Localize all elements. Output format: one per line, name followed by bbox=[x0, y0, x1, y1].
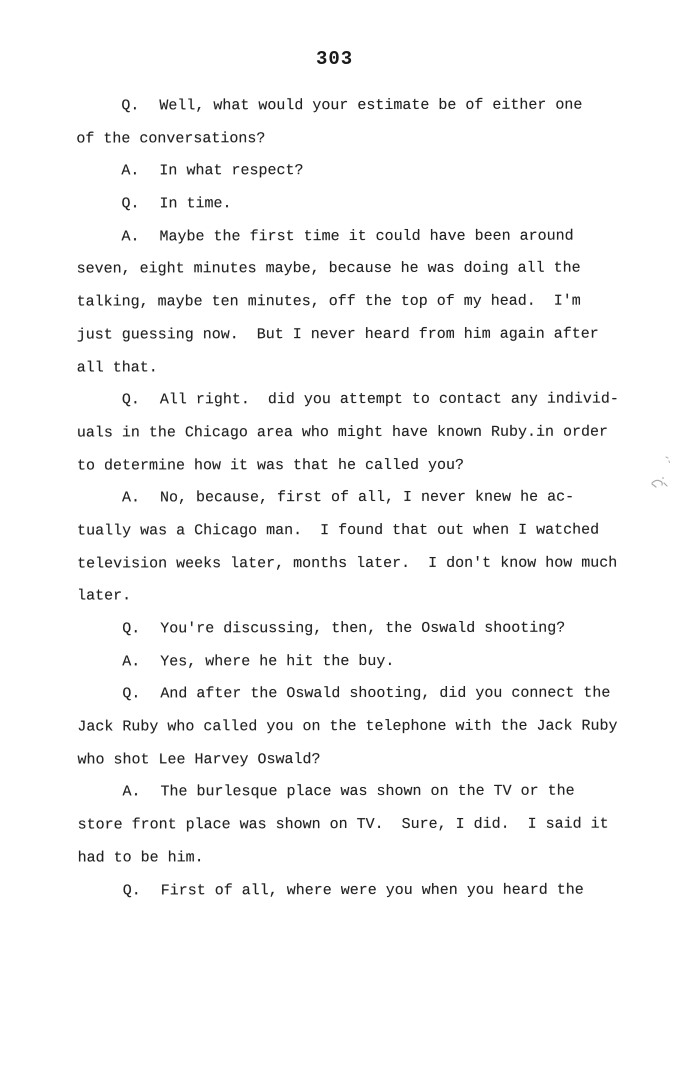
transcript-line bbox=[77, 580, 657, 614]
line-text: uals in the Chicago area who might have known Ruby.in order bbox=[76, 423, 608, 442]
line-text: In time. bbox=[159, 195, 232, 213]
line-text: You're discussing, then, the Oswald shooting? bbox=[160, 619, 566, 638]
line-text: just guessing now. But I never heard from him again after bbox=[76, 325, 599, 344]
speaker-label: Q. bbox=[121, 97, 140, 115]
transcript-line bbox=[77, 743, 657, 777]
pencil-mark-artifact bbox=[638, 445, 686, 505]
transcript-line bbox=[77, 416, 657, 450]
transcript-line bbox=[77, 449, 657, 483]
line-text: later. bbox=[77, 587, 132, 605]
transcript-line bbox=[77, 253, 657, 287]
transcript-line bbox=[77, 514, 657, 548]
transcript-body bbox=[76, 89, 657, 907]
line-text: Jack Ruby who called you on the telephone with the Jack Ruby bbox=[77, 717, 618, 736]
speaker-label: Q. bbox=[122, 620, 141, 638]
transcript-line bbox=[77, 220, 657, 254]
line-text: all that. bbox=[76, 358, 158, 377]
transcript-line bbox=[77, 776, 657, 810]
transcript-line bbox=[77, 351, 657, 385]
page-number: 303 bbox=[316, 48, 354, 70]
speaker-label: Q. bbox=[121, 391, 140, 409]
transcript-line bbox=[77, 711, 657, 745]
transcript-line bbox=[76, 188, 656, 222]
speaker-label: Q. bbox=[121, 195, 140, 213]
line-text: of the conversations? bbox=[76, 129, 266, 148]
line-text: had to be him. bbox=[77, 849, 204, 867]
line-text: And after the Oswald shooting, did you connect the bbox=[160, 684, 611, 703]
speaker-label: A. bbox=[122, 653, 141, 671]
transcript-line bbox=[78, 874, 658, 908]
speaker-label: A. bbox=[121, 228, 140, 246]
line-text: store front place was shown on TV. Sure, I did. I said it bbox=[77, 815, 609, 834]
speaker-label: Q. bbox=[122, 881, 141, 899]
speaker-label: Q. bbox=[122, 685, 141, 703]
transcript-line bbox=[77, 482, 657, 516]
line-text: In what respect? bbox=[159, 162, 304, 180]
line-text: First of all, where were you when you heard the bbox=[160, 881, 584, 899]
speaker-label: A. bbox=[121, 162, 140, 180]
line-text: No, because, first of all, I never knew he ac- bbox=[159, 488, 575, 507]
transcript-line bbox=[76, 89, 656, 123]
line-text: The burlesque place was shown on the TV or the bbox=[160, 783, 575, 801]
transcript-line bbox=[77, 645, 657, 679]
line-text: Well, what would your estimate be of either one bbox=[159, 96, 583, 115]
transcript-line bbox=[77, 612, 657, 646]
transcript-line bbox=[78, 841, 658, 875]
speaker-label: A. bbox=[121, 489, 141, 507]
transcript-line bbox=[76, 155, 656, 189]
line-text: television weeks later, months later. I don't know how much bbox=[77, 554, 618, 573]
line-text: All right. did you attempt to contact any individ- bbox=[159, 390, 619, 409]
transcript-line bbox=[76, 122, 656, 156]
transcript-line bbox=[77, 547, 657, 581]
line-text: Maybe the first time it could have been around bbox=[159, 227, 574, 246]
line-text: to determine how it was that he called you? bbox=[76, 456, 465, 475]
speaker-label: A. bbox=[122, 783, 141, 801]
line-text: who shot Lee Harvey Oswald? bbox=[77, 750, 321, 769]
transcript-line bbox=[77, 384, 657, 418]
line-text: talking, maybe ten minutes, off the top of my head. I'm bbox=[76, 292, 581, 311]
line-text: tually was a Chicago man. I found that out when I watched bbox=[77, 521, 600, 540]
transcript-line bbox=[77, 286, 657, 320]
line-text: Yes, where he hit the buy. bbox=[160, 652, 395, 671]
line-text: seven, eight minutes maybe, because he was doing all the bbox=[76, 260, 581, 278]
transcript-line bbox=[78, 809, 658, 843]
transcript-line bbox=[77, 318, 657, 352]
transcript-line bbox=[77, 678, 657, 712]
